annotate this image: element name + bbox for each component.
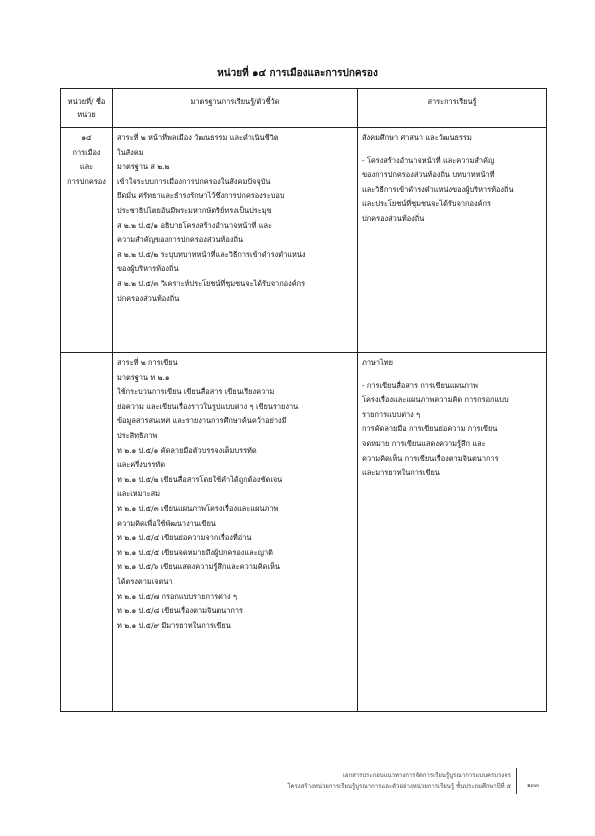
page-number: ๑๓๓	[526, 782, 539, 789]
standard-line: ประชาธิปไตยอันมีพระมหากษัตริย์ทรงเป็นประมุข	[117, 205, 272, 215]
content-line: ปกครองส่วนท้องถิ่น	[362, 213, 425, 223]
unit-name-line: การปกครอง	[67, 176, 106, 186]
header-content: สาระการเรียนรู้	[358, 89, 547, 128]
standard-line: สาระที่ ๒ การเขียน	[117, 358, 178, 367]
unit-name-line: การเมือง	[72, 147, 101, 157]
footer-line: เอกสารประกอบแนวทางการจัดการเรียนรู้บูรณาการแบบครบวงจร	[342, 772, 511, 779]
standard-line: ปกครองส่วนท้องถิ่น	[117, 293, 180, 303]
footer-line: โครงสร้างหน่วยการเรียนรู้บูรณาการและตัวอย่างหน่วยการเรียนรู้ ชั้นประถมศึกษาปีที่ ๕	[287, 783, 511, 790]
table-row	[61, 353, 547, 712]
standard-line: ย่อความ และเขียนเรื่องราวในรูปแบบต่าง ๆ เขียนรายงาน	[117, 401, 299, 411]
standard-line: ใช้กระบวนการเขียน เขียนสื่อสาร เขียนเรียงความ	[117, 387, 275, 397]
standard-line: เข้าใจระบบการเมืองการปกครองในสังคมปัจจุบัน	[117, 176, 271, 186]
standard-line: ท ๒.๑ ป.๕/๔ เขียนย่อความจากเรื่องที่อ่าน	[117, 533, 252, 543]
standard-line: และครึ่งบรรทัด	[117, 460, 166, 470]
content-line: ความคิดเห็น การเขียนเรื่องตามจินตนาการ	[362, 453, 499, 463]
content-cell	[358, 353, 547, 712]
unit-name-line: และ	[79, 162, 94, 172]
content-line: - การเขียนสื่อสาร การเขียนแผนภาพ	[362, 380, 478, 390]
content-line: รายการแบบต่าง ๆ	[362, 409, 421, 419]
standard-line: สาระที่ ๒ หน้าที่พลเมือง วัฒนธรรม และดำเนินชีวิต	[117, 133, 279, 142]
content-heading: สังคมศึกษา ศาสนา และวัฒนธรรม	[362, 133, 472, 142]
header-unit: หน่วยที่/ ชื่อหน่วย	[61, 89, 113, 128]
standard-line: ท ๒.๑ ป.๕/๘ เขียนเรื่องตามจินตนาการ	[117, 606, 243, 616]
content-line: และประโยชน์ที่ชุมชนจะได้รับจากองค์กร	[362, 199, 491, 209]
table-header-row	[61, 89, 547, 128]
content-line: ของการปกครองส่วนท้องถิ่น บทบาทหน้าที่	[362, 170, 495, 180]
footer-divider	[516, 768, 517, 794]
content-line: การคัดลายมือ การเขียนย่อความ การเขียน	[362, 424, 498, 434]
standard-line: มาตรฐาน ท ๒.๑	[117, 372, 170, 382]
content-line: จดหมาย การเขียนแสดงความรู้สึก และ	[362, 438, 486, 448]
standard-line: ส ๒.๒ ป.๕/๒ ระบุบทบาทหน้าที่และวิธีการเข้าดำรงตำแหน่ง	[117, 249, 306, 259]
standard-line: และเหมาะสม	[117, 489, 161, 499]
standard-line: ส ๒.๒ ป.๕/๑ อธิบายโครงสร้างอำนาจหน้าที่ และ	[117, 220, 272, 230]
content-line: และวิธีการเข้าดำรงตำแหน่งของผู้บริหารท้องถิ่น	[362, 184, 514, 194]
curriculum-table	[60, 88, 547, 712]
standard-line: ท ๒.๑ ป.๕/๑ คัดลายมือตัวบรรจงเต็มบรรทัด	[117, 445, 257, 455]
standard-line: ยึดมั่น ศรัทธาและธำรงรักษาไว้ซึ่งการปกครองระบอบ	[117, 191, 285, 201]
standard-line: ท ๒.๑ ป.๕/๖ เขียนแสดงความรู้สึกและความคิดเห็น	[117, 562, 280, 572]
standard-line: มาตรฐาน ส ๒.๒	[117, 162, 170, 172]
standard-line: ท ๒.๑ ป.๕/๓ เขียนแผนภาพโครงเรื่องและแผนภาพ	[117, 503, 279, 513]
standard-line: ส ๒.๒ ป.๕/๓ วิเคราะห์ประโยชน์ที่ชุมชนจะได้รับจากองค์กร	[117, 278, 306, 288]
standard-line: ในสังคม	[117, 147, 144, 157]
unit-cell	[61, 128, 113, 353]
table-row	[61, 128, 547, 353]
standard-line: ท ๒.๑ ป.๕/๗ กรอกแบบรายการต่าง ๆ	[117, 591, 237, 601]
standard-line: ประสิทธิภาพ	[117, 430, 158, 440]
standard-line: ท ๒.๑ ป.๕/๙ มีมารยาทในการเขียน	[117, 620, 231, 630]
standard-line: ความสำคัญของการปกครองส่วนท้องถิ่น	[117, 235, 243, 245]
page-footer	[199, 770, 539, 800]
standard-line: ได้ตรงตามเจตนา	[117, 576, 173, 586]
standards-cell	[113, 128, 358, 353]
content-line: โครงเรื่องและแผนภาพความคิด การกรอกแบบ	[362, 395, 509, 405]
content-heading: ภาษาไทย	[362, 358, 393, 367]
standard-line: ข้อมูลสารสนเทศ และรายงานการศึกษาค้นคว้าอย่างมี	[117, 416, 287, 426]
standard-line: ความคิดเพื่อใช้พัฒนางานเขียน	[117, 518, 216, 528]
standards-cell	[113, 353, 358, 712]
header-standards: มาตรฐานการเรียนรู้/ตัวชี้วัด	[113, 89, 358, 128]
standard-line: ท ๒.๑ ป.๕/๕ เขียนจดหมายถึงผู้ปกครองและญาติ	[117, 547, 273, 557]
unit-cell	[61, 353, 113, 712]
content-line: - โครงสร้างอำนาจหน้าที่ และความสำคัญ	[362, 155, 495, 165]
page-title: หน่วยที่ ๑๔ การเมืองและการปกครอง	[217, 68, 378, 79]
unit-number: ๑๔	[81, 133, 92, 142]
content-line: และมารยาทในการเขียน	[362, 468, 440, 478]
footer-text	[287, 770, 511, 792]
standard-line: ท ๒.๑ ป.๕/๒ เขียนสื่อสารโดยใช้คำได้ถูกต้องชัดเจน	[117, 474, 283, 484]
standard-line: ของผู้บริหารท้องถิ่น	[117, 264, 179, 274]
content-cell	[358, 128, 547, 353]
